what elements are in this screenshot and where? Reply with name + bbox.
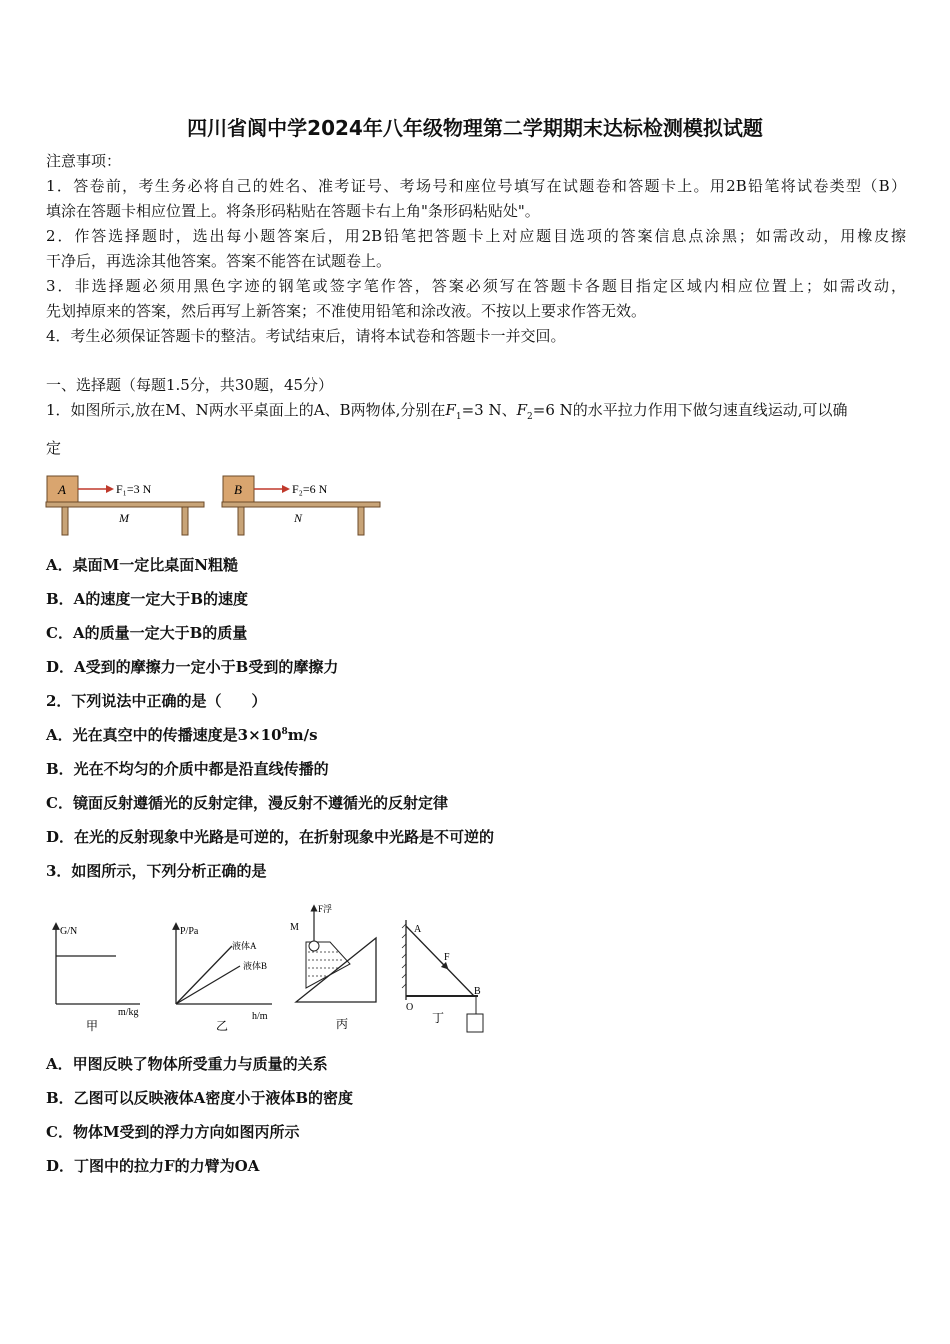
bing-f-label: F浮 [318,904,333,914]
jia-caption: 甲 [86,1019,99,1033]
jia-y-label: G/N [60,926,78,937]
diagram-bing [290,903,376,1031]
table-n-top [222,502,380,507]
q3-option-b: B．乙图可以反映液体A密度小于液体B的密度 [46,1089,353,1107]
force-a-arrowhead [106,485,114,493]
q1-option-c: C．A的质量一定大于B的质量 [46,624,248,642]
notice-item-4: 4．考生必须保证答题卡的整洁。考试结束后，请将本试卷和答题卡一并交回。 [46,327,566,345]
q3-option-c: C．物体M受到的浮力方向如图丙所示 [46,1123,300,1141]
table-m-top [46,502,204,507]
q1-option-b: B．A的速度一定大于B的速度 [46,590,248,608]
page-title: 四川省阆中学2024年八年级物理第二学期期末达标检测模拟试题 [187,116,763,140]
q3-option-d: D．丁图中的拉力F的力臂为OA [46,1157,260,1175]
notice-item-3a: 3．非选择题必须用黑色字迹的钢笔或签字笔作答，答案必须写在答题卡各题目指定区域内相应位置上；如需改动， [46,277,906,295]
yi-x-label: h/m [252,1011,268,1022]
bing-caption: 丙 [336,1017,349,1031]
block-b-label: B [234,482,242,497]
notice-heading: 注意事项： [46,152,122,170]
q1-option-a: A．桌面M一定比桌面N粗糙 [46,556,238,574]
q2-option-d: D．在光的反射现象中光路是可逆的，在折射现象中光路是不可逆的 [46,828,495,846]
q1-stem: 1．如图所示,放在M、N两水平桌面上的A、B两物体,分别在$F_1=3$ N、$F_2=6$ N的水平拉力作用下做匀速直线运动,可以确 [46,401,848,422]
force-b-arrowhead [282,485,290,493]
notice-item-3b: 先划掉原来的答案，然后再写上新答案；不准使用铅笔和涂改液。不按以上要求作答无效。 [46,302,647,320]
ding-weight [467,1014,483,1032]
table-m-leg-left [62,507,68,535]
force-a-label: F₁=3 N [116,482,152,496]
notice-item-2b: 干净后，再选涂其他答案。答案不能答在试题卷上。 [46,252,392,270]
q1-option-d: D．A受到的摩擦力一定小于B受到的摩擦力 [46,658,339,676]
table-n-leg-right [358,507,364,535]
jia-x-label: m/kg [118,1007,139,1018]
bing-incline [296,938,376,1002]
table-n-leg-left [238,507,244,535]
q3-stem: 3．如图所示，下列分析正确的是 [46,862,267,880]
bing-object-m [309,941,319,951]
notice-item-2a: 2．作答选择题时，选出每小题答案后，用2B铅笔把答题卡上对应题目选项的答案信息点涂黑；如需改动，用橡皮擦 [46,227,906,245]
yi-y-label: P/Pa [180,926,199,937]
section-heading: 一、选择题（每题1.5分，共30题，45分） [46,376,334,394]
yi-label-b: 液体B [243,961,268,971]
q2-option-c: C．镜面反射遵循光的反射定律，漫反射不遵循光的反射定律 [46,794,448,812]
q3-option-a: A．甲图反映了物体所受重力与质量的关系 [46,1055,328,1073]
yi-caption: 乙 [216,1019,229,1033]
q2-option-a: A．光在真空中的传播速度是$3\times 10^8m/s$ [46,726,318,744]
q3-figure [44,898,504,1038]
notice-item-1b: 填涂在答题卡相应位置上。将条形码粘贴在答题卡右上角"条形码粘贴处"。 [46,202,540,220]
ding-a-label: A [414,924,422,935]
block-a-label: A [58,482,66,497]
table-m-leg-right [182,507,188,535]
q2-option-b: B．光在不均匀的介质中都是沿直线传播的 [46,760,329,778]
yi-label-a: 液体A [232,941,257,951]
diagram-ding [402,920,483,1032]
notice-item-1a: 1．答卷前，考生务必将自己的姓名、准考证号、考场号和座位号填写在试题卷和答题卡上。用2B铅笔将试卷类型（B） [46,177,906,195]
q1-stem-cont: 定 [46,439,62,457]
table-m-label: M [119,511,129,525]
q1-figure [40,472,390,544]
graph-yi [176,926,272,1033]
force-b-label: F₂=6 N [292,482,328,496]
ding-b-label: B [474,986,481,997]
ding-caption: 丁 [432,1011,445,1025]
graph-jia [56,926,140,1033]
bing-m-label: M [290,922,299,933]
ding-f-label: F [444,952,450,963]
table-n-label: N [293,511,303,525]
q2-stem: 2．下列说法中正确的是（ ） [46,692,267,710]
ding-o-label: O [406,1002,414,1013]
